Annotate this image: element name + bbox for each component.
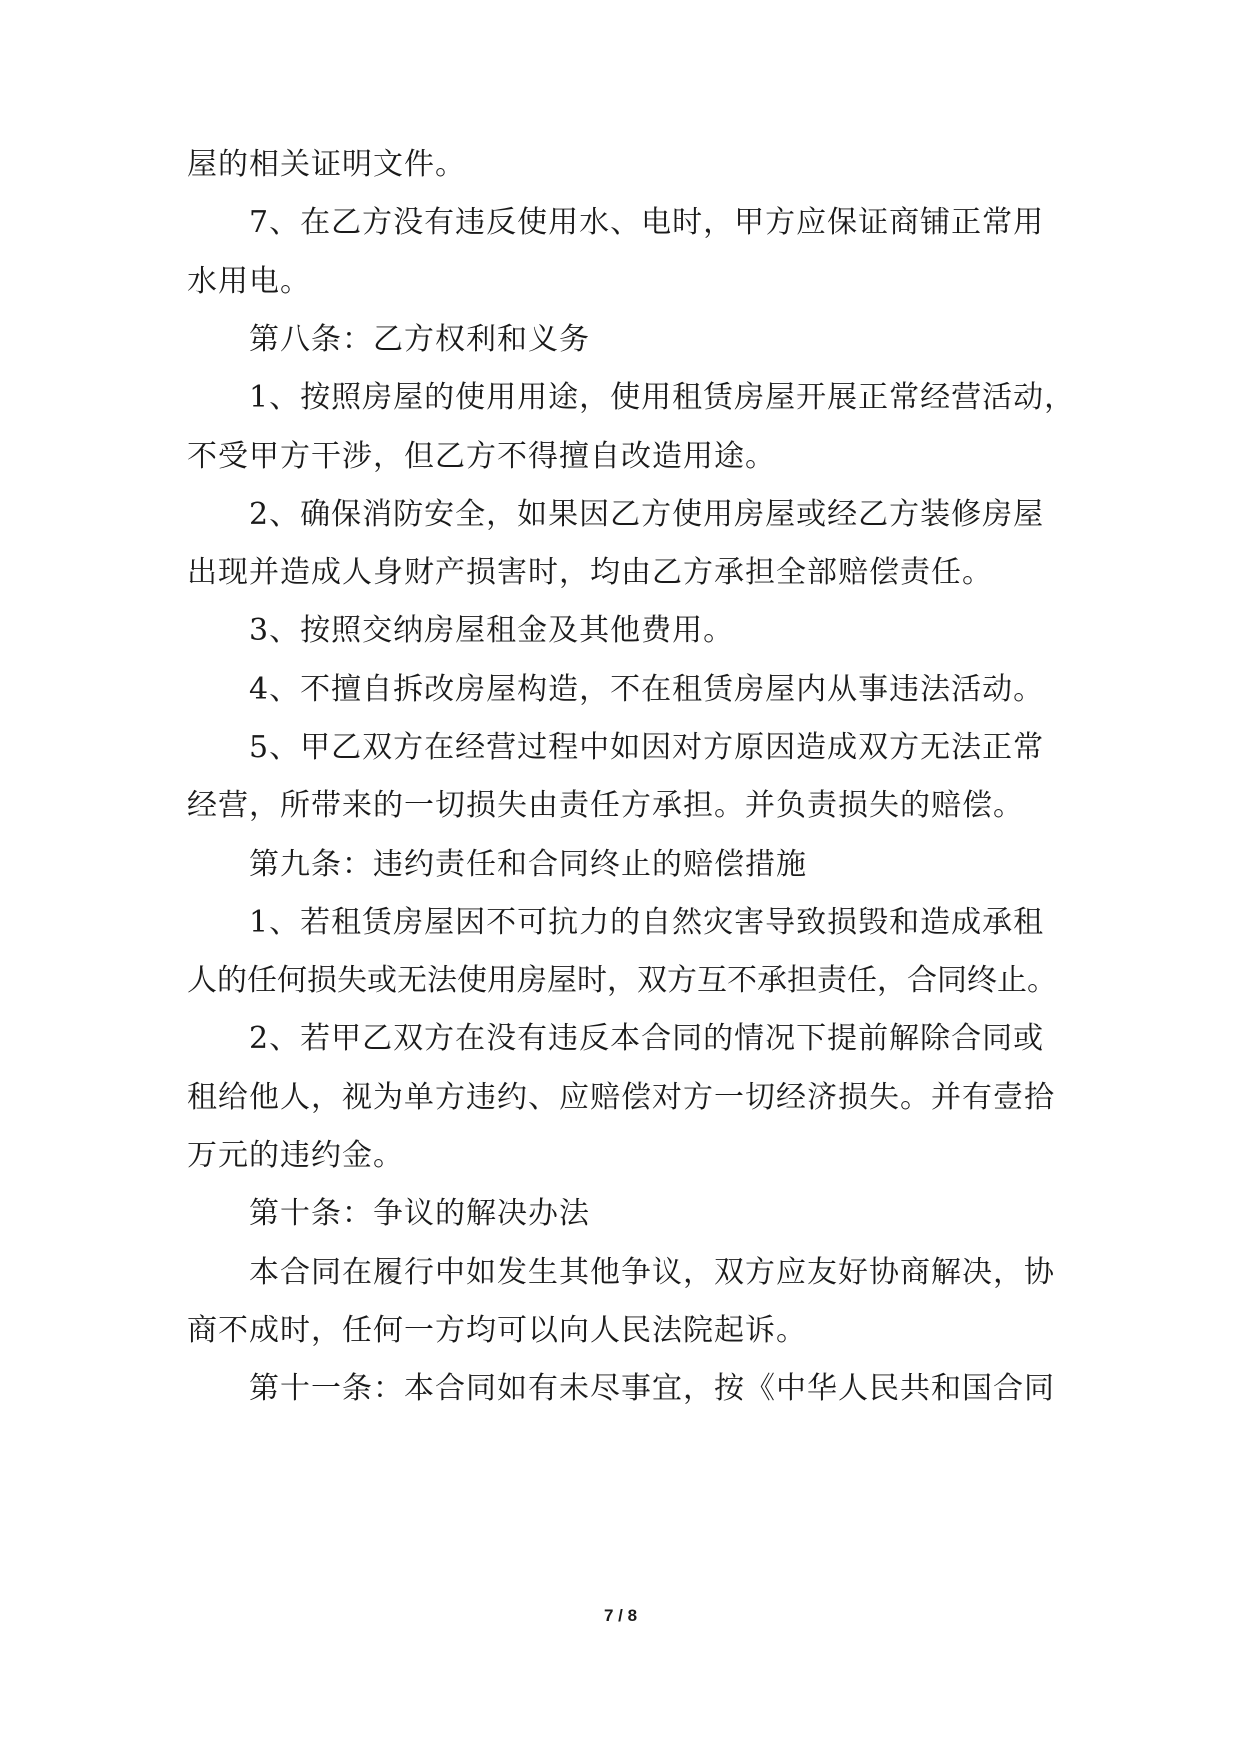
text-line: 水用电。 — [187, 264, 311, 299]
text-line: 人的任何损失或无法使用房屋时，双方互不承担责任，合同终止。 — [187, 963, 1057, 998]
text-line: 本合同在履行中如发生其他争议，双方应友好协商解决，协 — [249, 1255, 1055, 1290]
section-heading: 第九条：违约责任和合同终止的赔偿措施 — [249, 847, 807, 882]
text-line: 不受甲方干涉，但乙方不得擅自改造用途。 — [187, 439, 776, 474]
text-line: 万元的违约金。 — [187, 1138, 404, 1173]
text-line: 2、确保消防安全，如果因乙方使用房屋或经乙方装修房屋 — [249, 497, 1045, 532]
text-line: 租给他人，视为单方违约、应赔偿对方一切经济损失。并有壹拾 — [187, 1080, 1055, 1115]
text-line: 3、按照交纳房屋租金及其他费用。 — [249, 613, 735, 648]
text-line: 1、按照房屋的使用用途，使用租赁房屋开展正常经营活动， — [249, 380, 1076, 415]
text-line: 2、若甲乙双方在没有违反本合同的情况下提前解除合同或 — [249, 1021, 1045, 1056]
section-heading: 第十条：争议的解决办法 — [249, 1196, 590, 1231]
text-line: 第十一条：本合同如有未尽事宜，按《中华人民共和国合同 — [249, 1371, 1055, 1406]
text-line: 商不成时，任何一方均可以向人民法院起诉。 — [187, 1313, 807, 1348]
text-line: 经营，所带来的一切损失由责任方承担。并负责损失的赔偿。 — [187, 788, 1024, 823]
page-number: 7 / 8 — [603, 1606, 638, 1625]
text-line: 屋的相关证明文件。 — [187, 147, 466, 182]
section-heading: 第八条：乙方权利和义务 — [249, 322, 590, 357]
text-line: 1、若租赁房屋因不可抗力的自然灾害导致损毁和造成承租 — [249, 905, 1045, 940]
text-line: 出现并造成人身财产损害时，均由乙方承担全部赔偿责任。 — [187, 555, 993, 590]
text-line: 5、甲乙双方在经营过程中如因对方原因造成双方无法正常 — [249, 730, 1045, 765]
text-line: 7、在乙方没有违反使用水、电时，甲方应保证商铺正常用 — [249, 205, 1045, 240]
text-line: 4、不擅自拆改房屋构造，不在租赁房屋内从事违法活动。 — [249, 672, 1045, 707]
